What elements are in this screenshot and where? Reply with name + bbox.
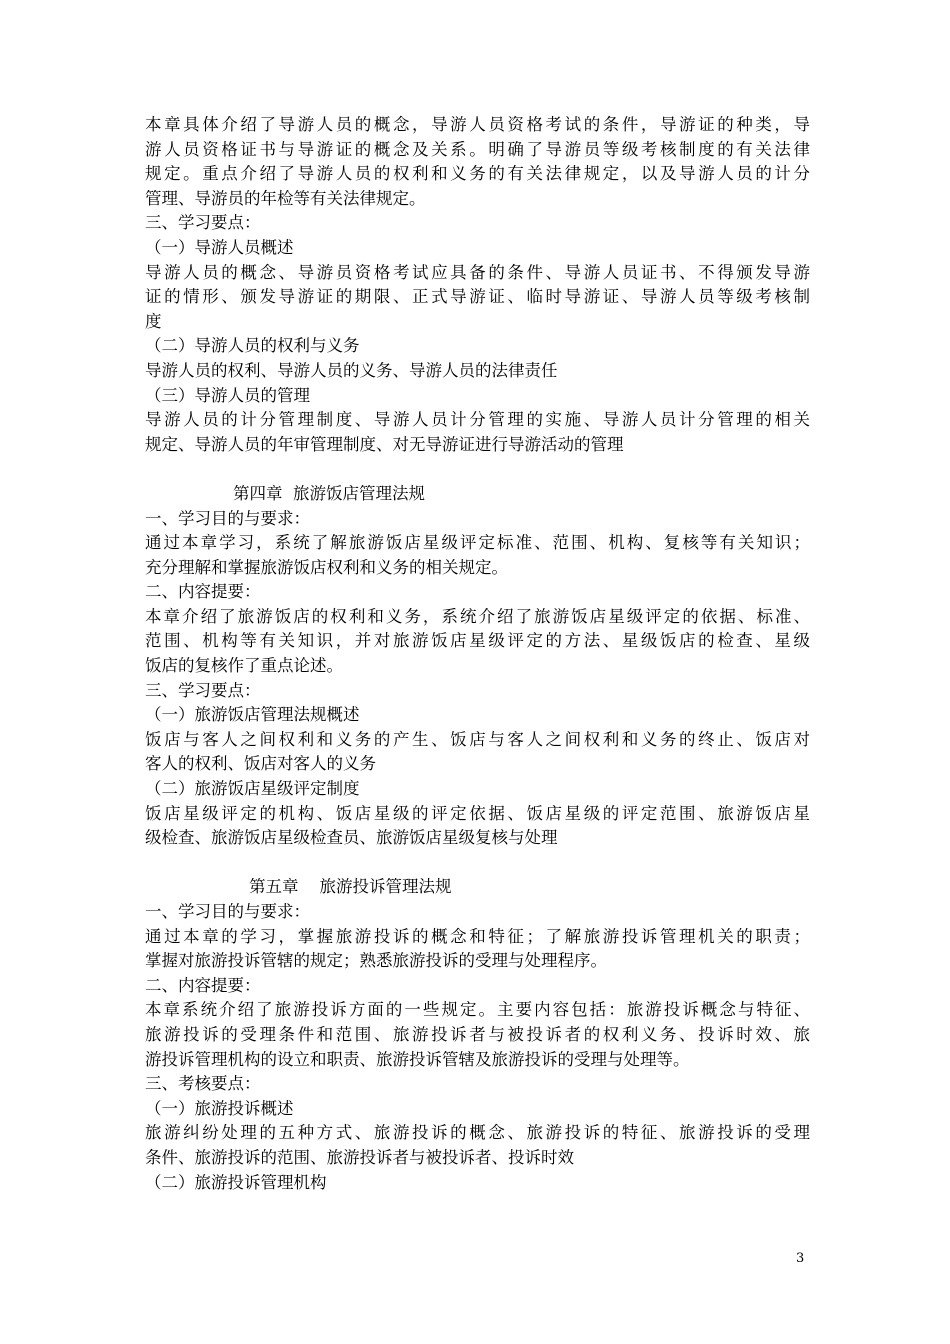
document-page [145, 113, 810, 1195]
paragraph-line: 本章介绍了旅游饭店的权利和义务，系统介绍了旅游饭店星级评定的依据、标准、 [145, 606, 810, 626]
paragraph-line: 游人员资格证书与导游证的概念及关系。明确了导游员等级考核制度的有关法律 [145, 139, 810, 159]
section-heading: 三、考核要点： [145, 1074, 261, 1094]
paragraph-line: 规定、导游人员的年审管理制度、对无导游证进行导游活动的管理 [145, 434, 624, 454]
paragraph-line: 度 [145, 311, 162, 331]
section-heading: 三、学习要点： [145, 213, 261, 233]
paragraph-line: 旅游纠纷处理的五种方式、旅游投诉的概念、旅游投诉的特征、旅游投诉的受理 [145, 1123, 810, 1143]
section-heading: 二、内容提要： [145, 975, 261, 995]
subsection-heading: （二）导游人员的权利与义务 [145, 336, 360, 356]
paragraph-line: 级检查、旅游饭店星级检查员、旅游饭店星级复核与处理 [145, 828, 558, 848]
paragraph-line: 证的情形、颁发导游证的期限、正式导游证、临时导游证、导游人员等级考核制 [145, 287, 810, 307]
paragraph-line: 导游人员的计分管理制度、导游人员计分管理的实施、导游人员计分管理的相关 [145, 410, 810, 430]
paragraph-line: 管理、导游员的年检等有关法律规定。 [145, 188, 426, 208]
paragraph-line: 本章具体介绍了导游人员的概念，导游人员资格考试的条件，导游证的种类，导 [145, 115, 810, 134]
subsection-heading: （三）导游人员的管理 [145, 385, 310, 405]
paragraph-line: 条件、旅游投诉的范围、旅游投诉者与被投诉者、投诉时效 [145, 1147, 574, 1167]
paragraph-line: 规定。重点介绍了导游人员的权利和义务的有关法律规定，以及导游人员的计分 [145, 164, 810, 184]
page-number: 3 [796, 1251, 805, 1266]
paragraph-line: 客人的权利、饭店对客人的义务 [145, 754, 376, 774]
section-heading: 一、学习目的与要求： [145, 902, 310, 921]
paragraph-line: 通过本章学习，系统了解旅游饭店星级评定标准、范围、机构、复核等有关知识； [145, 533, 810, 553]
paragraph-line: 导游人员的权利、导游人员的义务、导游人员的法律责任 [145, 360, 558, 380]
section-heading: 一、学习目的与要求： [145, 508, 310, 528]
paragraph-line: 范围、机构等有关知识，并对旅游饭店星级评定的方法、星级饭店的检查、星级 [145, 631, 810, 651]
section-heading: 三、学习要点： [145, 680, 261, 700]
subsection-heading: （一）旅游饭店管理法规概述 [145, 705, 360, 725]
paragraph-line: 掌握对旅游投诉管辖的规定；熟悉旅游投诉的受理与处理程序。 [145, 951, 607, 971]
blank-line [145, 457, 810, 482]
subsection-heading: （一）导游人员概述 [145, 237, 294, 257]
paragraph-line: 通过本章的学习，掌握旅游投诉的概念和特征；了解旅游投诉管理机关的职责； [145, 926, 810, 946]
chapter-title: 第五章 旅游投诉管理法规 [249, 877, 452, 897]
subsection-heading: （二）旅游饭店星级评定制度 [145, 779, 360, 799]
paragraph-line: 饭店的复核作了重点论述。 [145, 656, 343, 676]
blank-line [145, 851, 810, 876]
paragraph-line: 旅游投诉的受理条件和范围、旅游投诉者与被投诉者的权利义务、投诉时效、旅 [145, 1024, 810, 1044]
paragraph-line: 饭店星级评定的机构、饭店星级的评定依据、饭店星级的评定范围、旅游饭店星 [145, 803, 810, 823]
paragraph-line: 游投诉管理机构的设立和职责、旅游投诉管辖及旅游投诉的受理与处理等。 [145, 1049, 690, 1069]
subsection-heading: （二）旅游投诉管理机构 [145, 1172, 327, 1192]
paragraph-line: 导游人员的概念、导游员资格考试应具备的条件、导游人员证书、不得颁发导游 [145, 262, 810, 282]
paragraph-line: 充分理解和掌握旅游饭店权利和义务的相关规定。 [145, 557, 508, 577]
section-heading: 二、内容提要： [145, 582, 261, 602]
paragraph-line: 饭店与客人之间权利和义务的产生、饭店与客人之间权利和义务的终止、饭店对 [145, 729, 810, 749]
subsection-heading: （一）旅游投诉概述 [145, 1098, 294, 1118]
paragraph-line: 本章系统介绍了旅游投诉方面的一些规定。主要内容包括：旅游投诉概念与特征、 [145, 1000, 810, 1020]
chapter-title: 第四章 旅游饭店管理法规 [233, 483, 425, 503]
